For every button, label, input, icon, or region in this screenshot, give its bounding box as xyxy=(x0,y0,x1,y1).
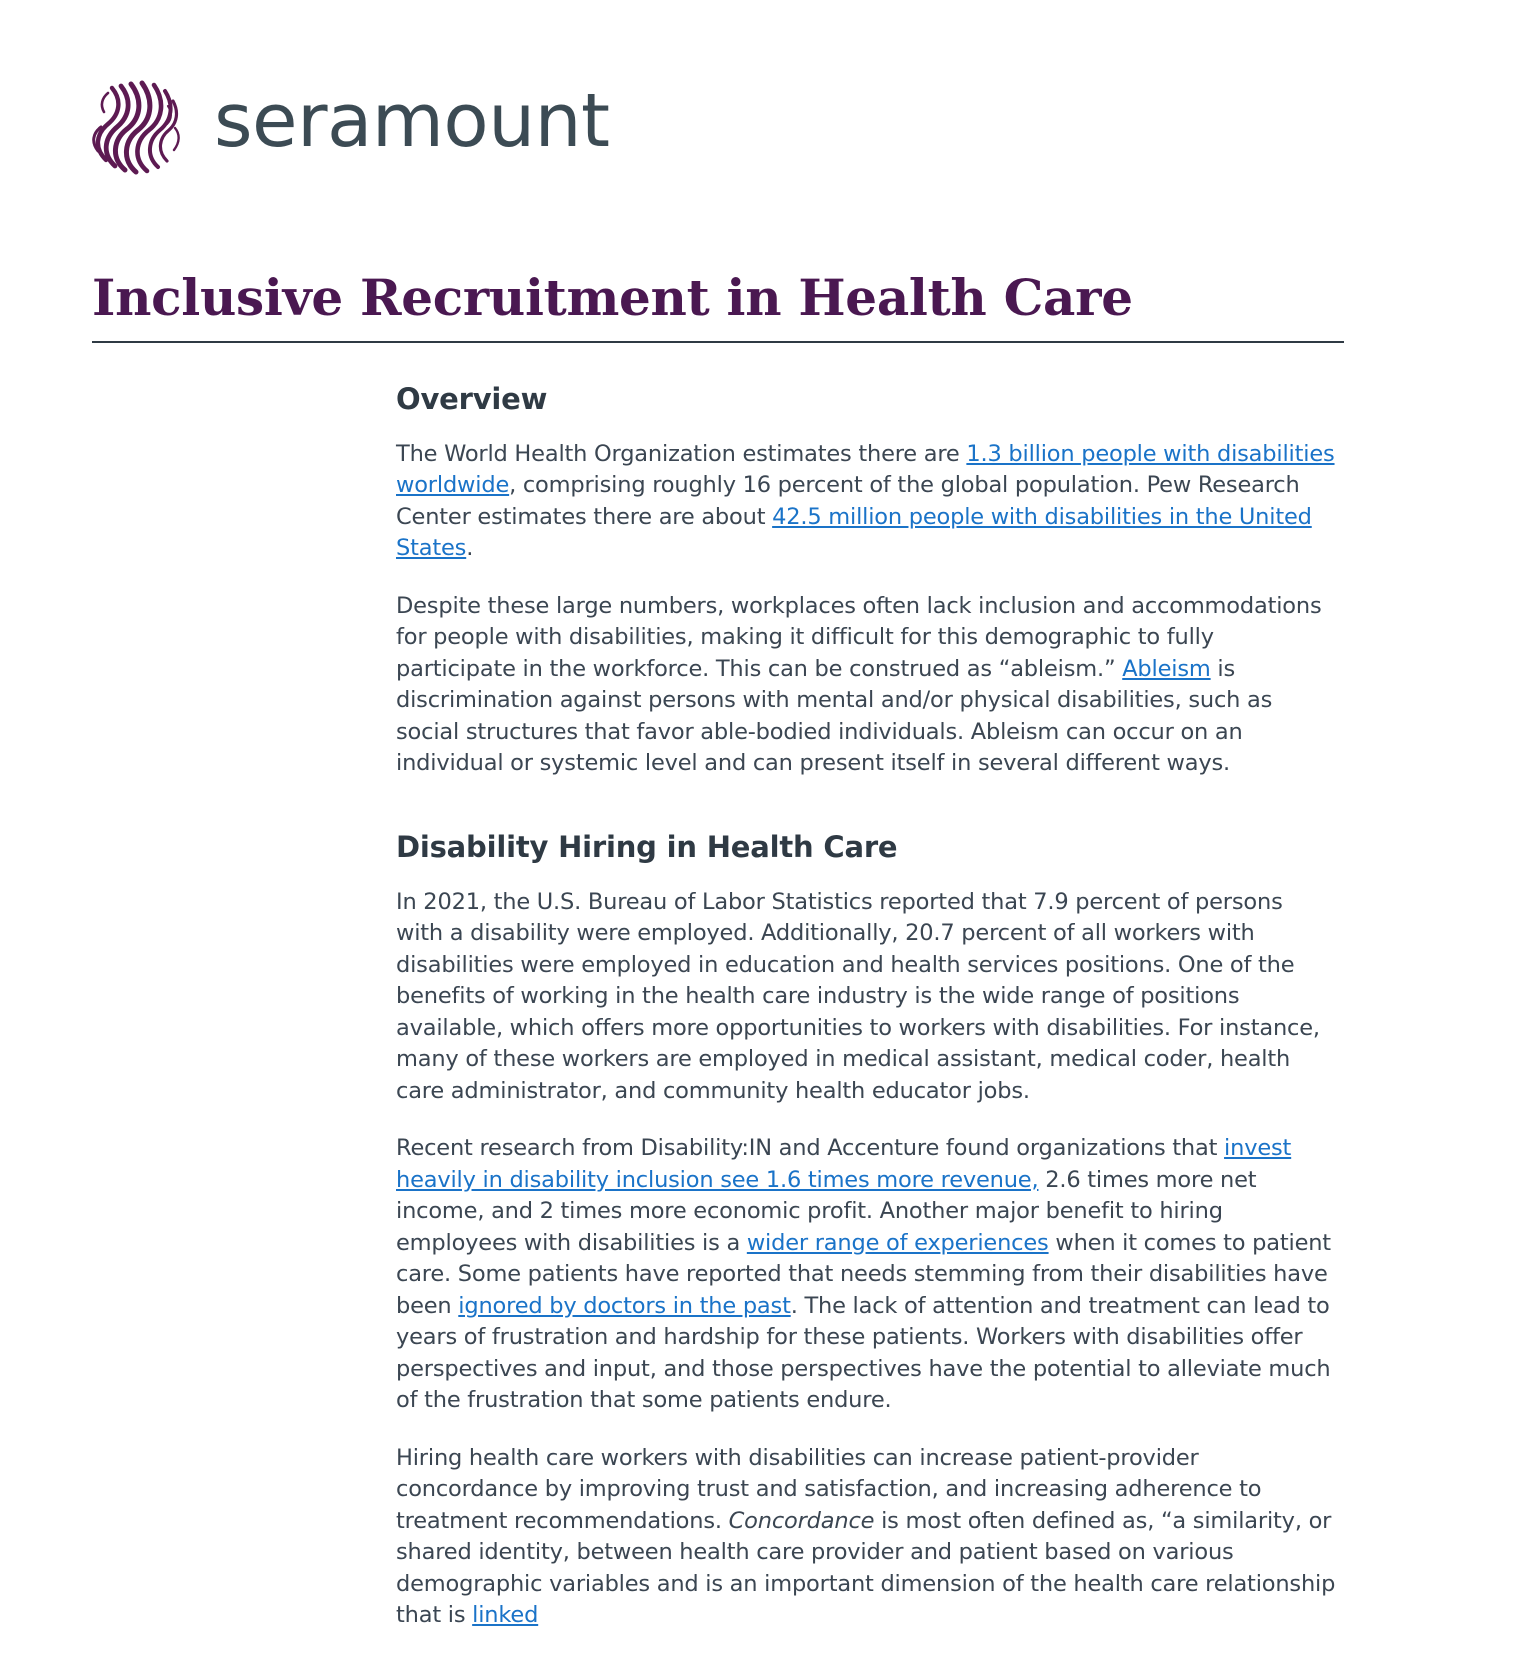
link-wider-range-of-experiences[interactable]: wider range of experiences xyxy=(746,1229,1049,1256)
paragraph-hiring-2 xyxy=(396,1133,1336,1417)
emphasis-concordance: Concordance xyxy=(728,1507,875,1534)
text-run: . xyxy=(466,535,474,562)
document-body xyxy=(396,382,1336,1632)
link-invest-heavily-disability-inclusion[interactable]: invest heavily in disability inclusion see 1.6 times more revenue, xyxy=(396,1135,1292,1193)
text-run: The World Health Organization estimates there are xyxy=(396,440,967,467)
text-run: is discrimination against persons with mental and/or physical disabilities, such as social structures that favor able-bodied individuals. Ableism can occur on an individual or systemic level and can present itself in several different ways. xyxy=(396,655,1273,777)
link-linked[interactable]: linked xyxy=(472,1602,539,1629)
text-run: Despite these large numbers, workplaces often lack inclusion and accommodations for people with disabilities, making it difficult for this demographic to fully participate in the workforce. This can be construed as “ableism.” xyxy=(396,592,1322,682)
page-title: Inclusive Recruitment in Health Care xyxy=(92,268,1133,327)
seramount-logo-lockup xyxy=(88,72,610,176)
text-run: is most often defined as, “a similarity, or shared identity, between health care provider and patient based on various demographic variables and is an important dimension of the health care relationship that is xyxy=(396,1507,1336,1629)
section-heading-disability-hiring: Disability Hiring in Health Care xyxy=(396,829,898,864)
link-who-1-3-billion[interactable]: 1.3 billion people with disabilities worldwide xyxy=(396,440,1335,499)
section-heading-overview: Overview xyxy=(396,382,548,416)
link-ignored-by-doctors-in-the-past[interactable]: ignored by doctors in the past xyxy=(458,1292,791,1319)
seramount-wordmark: seramount xyxy=(214,78,610,164)
text-run: when it comes to patient care. Some patients have reported that needs stemming from their disabilities have been xyxy=(396,1229,1331,1319)
title-divider xyxy=(92,341,1344,343)
paragraph-overview-2 xyxy=(396,591,1336,780)
text-run: 2.6 times more net income, and 2 times more economic profit. Another major benefit to hiring employees with disabilities is a xyxy=(396,1166,1257,1256)
link-ableism[interactable]: Ableism xyxy=(1122,655,1211,682)
paragraph-overview-1 xyxy=(396,439,1336,565)
text-run: , comprising roughly 16 percent of the global population. Pew Research Center estimates there are about xyxy=(396,472,1300,530)
text-run: . The lack of attention and treatment can lead to years of frustration and hardship for these patients. Workers with disabilities offer perspectives and input, and those perspectives have the potential to alleviate much of the frustration that some patients endure. xyxy=(396,1292,1331,1414)
text-run: Recent research from Disability:IN and Accenture found organizations that xyxy=(396,1135,1225,1162)
paragraph-hiring-3 xyxy=(396,1443,1336,1632)
text-run: Hiring health care workers with disabilities can increase patient-provider concordance by improving trust and satisfaction, and increasing adherence to treatment recommendations. xyxy=(396,1444,1262,1534)
paragraph-hiring-1 xyxy=(396,887,1336,1108)
link-pew-42-5-million[interactable]: 42.5 million people with disabilities in the United States xyxy=(396,503,1312,562)
text-run: In 2021, the U.S. Bureau of Labor Statistics reported that 7.9 percent of persons with a disability were employed. Additionally, 20.7 percent of all workers with disabilities were employed in education and health services positions. One of the benefits of working in the health care industry is the wide range of positions available, which offers more opportunities to workers with disabilities. For instance, many of these workers are employed in medical assistant, medical coder, health care administrator, and community health educator jobs. xyxy=(396,888,1320,1104)
seramount-swirl-mark-icon xyxy=(88,72,188,176)
